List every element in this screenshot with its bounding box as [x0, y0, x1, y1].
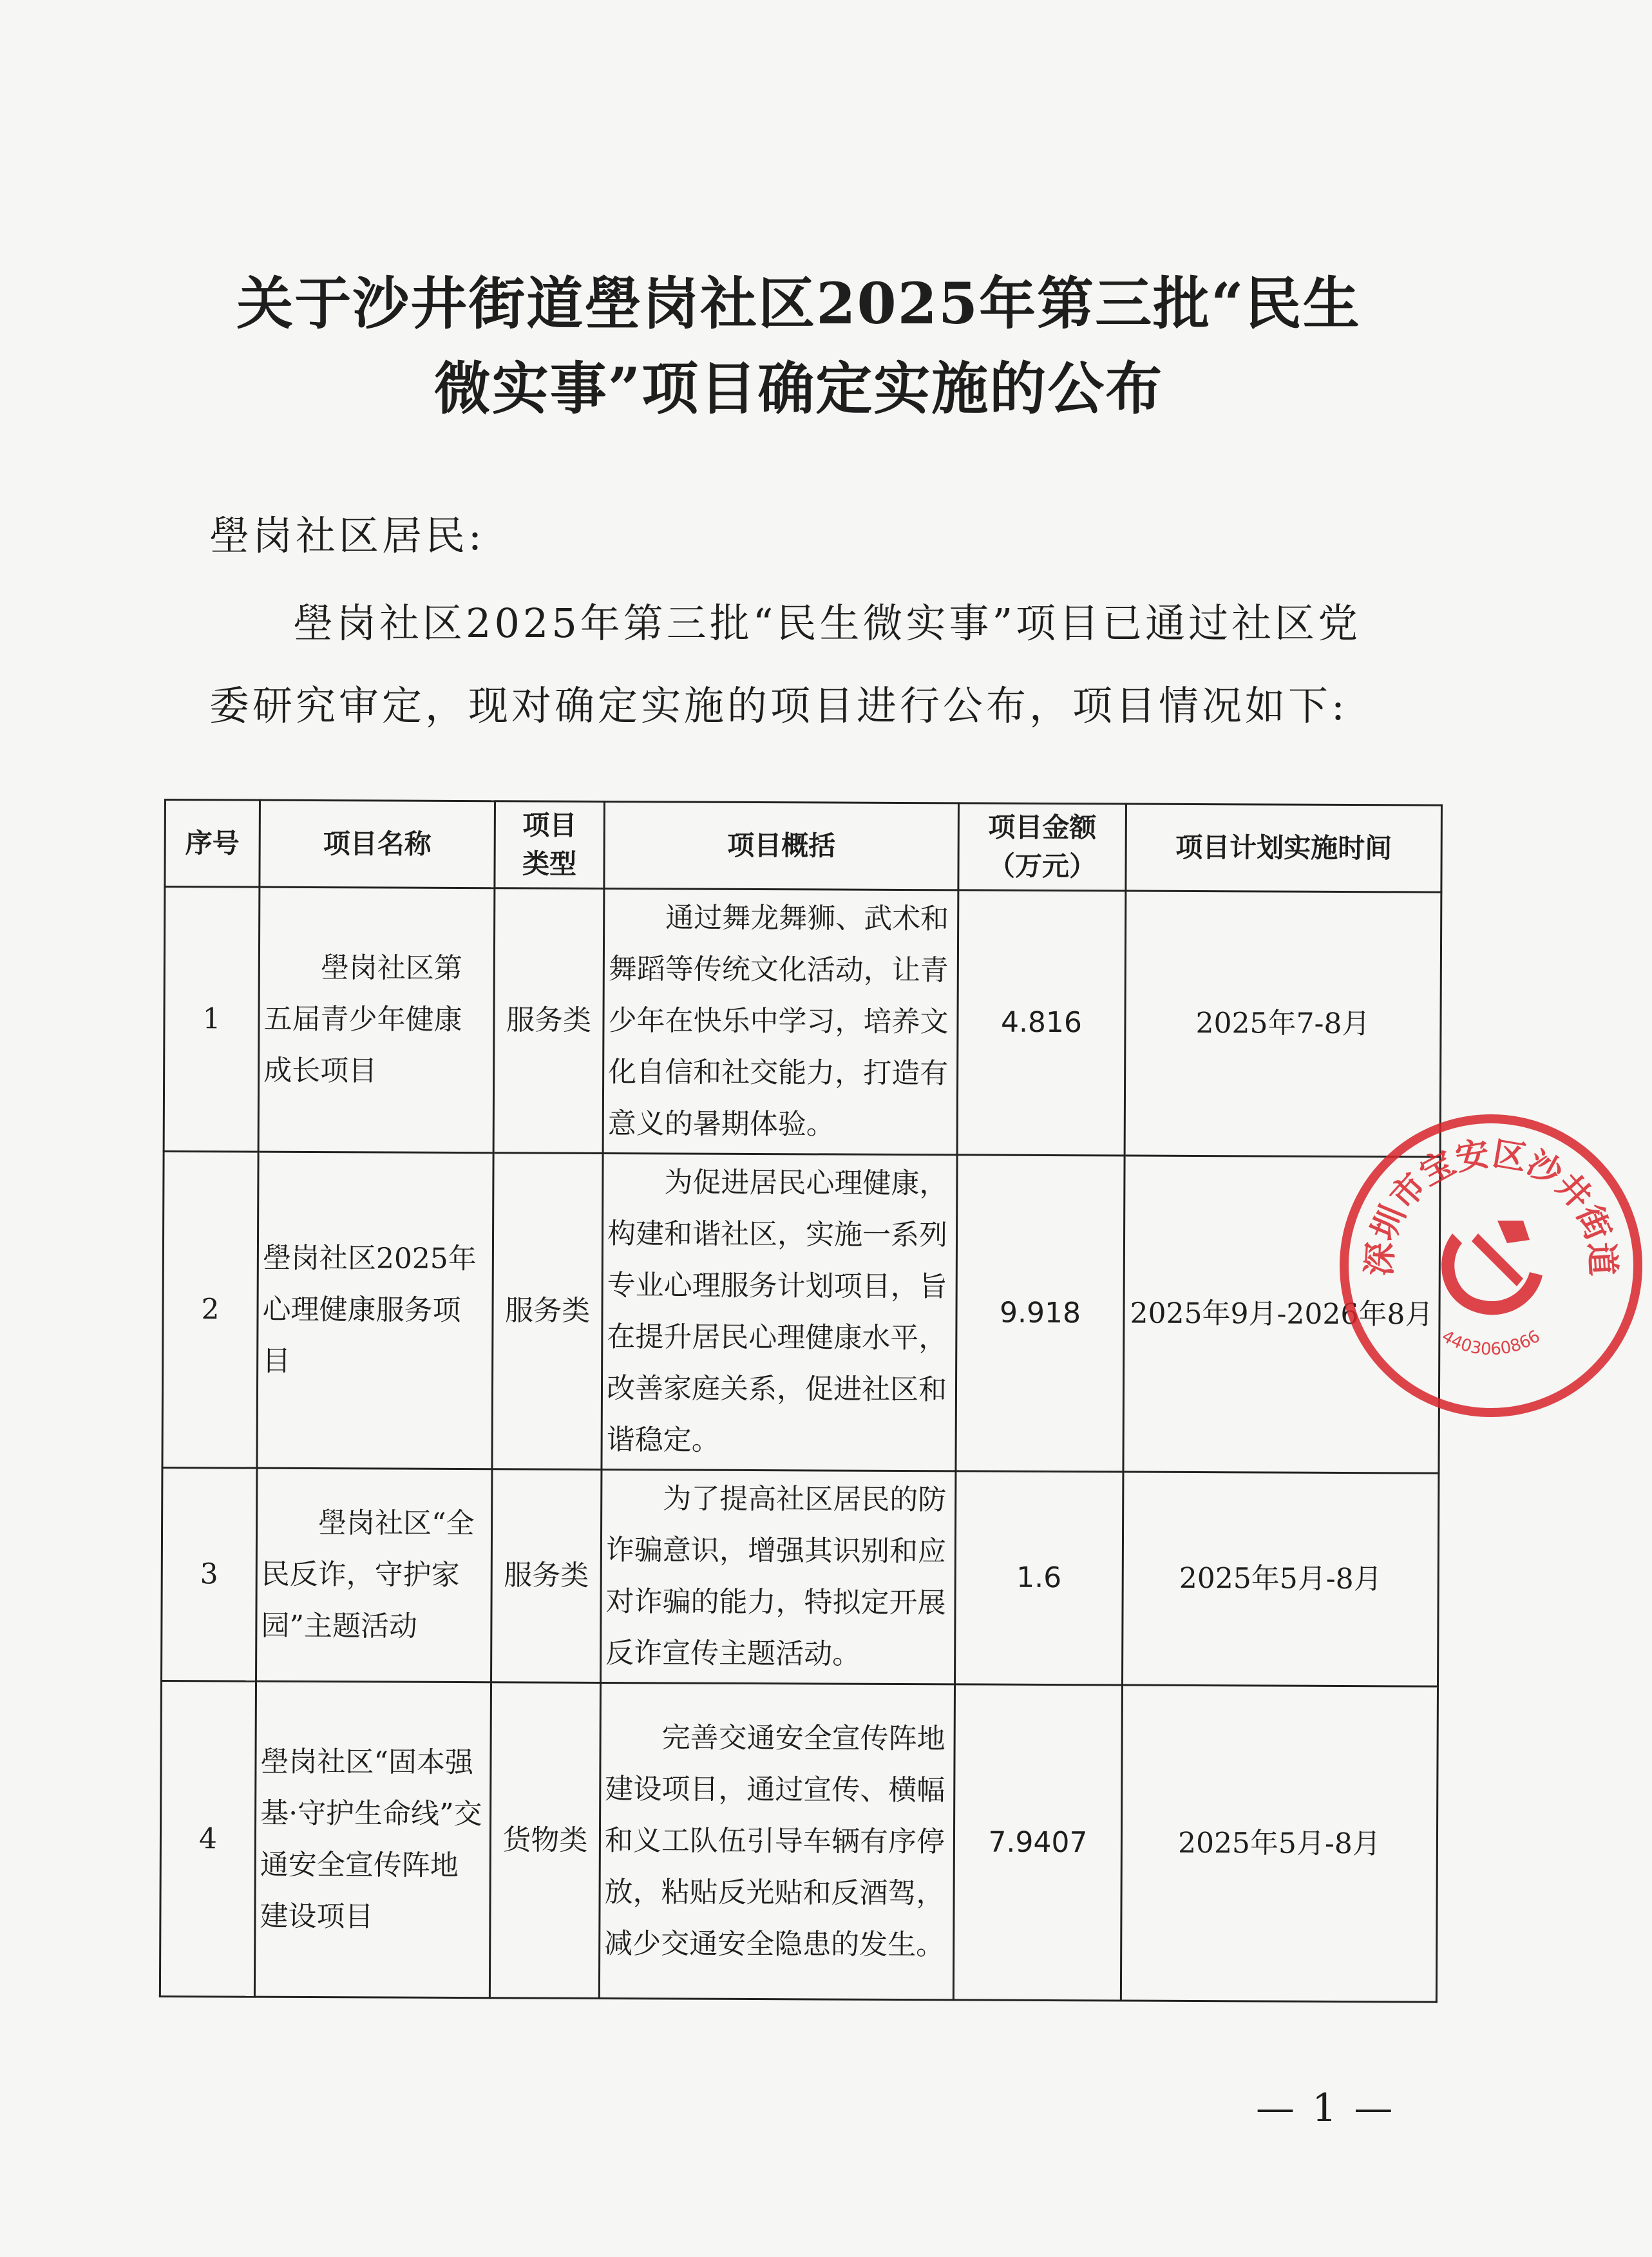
page-number: — 1 —: [1256, 2086, 1396, 2131]
row-3-time: 2025年5月-8月: [1123, 1472, 1439, 1686]
row-3-type: 服务类: [491, 1469, 602, 1683]
body-line-2: 委研究审定，现对确定实施的项目进行公布，项目情况如下:: [209, 682, 1348, 729]
header-type-line-1: 项目: [522, 809, 577, 841]
title-line-2: 微实事”项目确定实施的公布: [433, 355, 1164, 422]
row-2-seq: 2: [162, 1152, 258, 1469]
row-2-amount: 9.918: [956, 1155, 1125, 1472]
table-header-row: [165, 800, 1442, 893]
header-amount: [958, 803, 1126, 891]
row-4-time: 2025年5月-8月: [1121, 1685, 1438, 2002]
official-seal-stamp: [1330, 1105, 1652, 1427]
row-1-seq: 1: [164, 887, 260, 1152]
projects-table: [159, 799, 1443, 2003]
row-3-seq: 3: [162, 1467, 257, 1681]
row-1-name: 壆岗社区第五届青少年健康成长项目: [258, 887, 495, 1153]
row-4-summary: 完善交通安全宣传阵地建设项目，通过宣传、横幅和义工队伍引导车辆有序停放，粘贴反光贴和反酒驾，减少交通安全隐患的发生。: [599, 1682, 954, 1999]
table-row: [162, 1152, 1440, 1474]
header-seq: 序号: [165, 800, 260, 888]
seal-text: 深圳市宝安区沙井街道: [1359, 1134, 1623, 1277]
header-amount-line-2: （万元）: [987, 850, 1097, 882]
row-2-type: 服务类: [492, 1153, 603, 1470]
salutation: 壆岗社区居民:: [209, 512, 485, 559]
row-1-summary: 通过舞龙舞狮、武术和舞蹈等传统文化活动，让青少年在快乐中学习，培养文化自信和社交能力，打造有意义的暑期体验。: [603, 888, 958, 1154]
row-4-seq: 4: [160, 1681, 256, 1997]
header-time: 项目计划实施时间: [1126, 804, 1442, 892]
table-row: [160, 1681, 1438, 2002]
header-type-line-2: 类型: [522, 848, 577, 880]
row-4-name: 壆岗社区“固本强基·守护生命线”交通安全宣传阵地建设项目: [254, 1681, 491, 1998]
header-summary: 项目概括: [604, 801, 959, 890]
row-2-name: 壆岗社区2025年心理健康服务项目: [257, 1152, 493, 1469]
header-amount-line-1: 项目金额: [988, 811, 1097, 844]
table-row: [162, 1467, 1439, 1686]
body-line-1: 壆岗社区2025年第三批“民生微实事”项目已通过社区党: [293, 600, 1362, 647]
row-1-type: 服务类: [493, 888, 604, 1154]
title-line-1: 关于沙井街道壆岗社区2025年第三批“民生: [236, 270, 1361, 337]
row-3-name: 壆岗社区“全民反诈，守护家园”主题活动: [256, 1468, 492, 1682]
row-2-time: 2025年9月-2026年8月: [1123, 1156, 1440, 1473]
table-row: [164, 887, 1441, 1157]
row-4-type: 货物类: [489, 1682, 600, 1999]
seal-number: 4403060866: [1438, 1326, 1544, 1360]
row-1-time: 2025年7-8月: [1125, 891, 1441, 1157]
party-emblem-icon: [1441, 1221, 1543, 1315]
document-title: [129, 261, 1468, 431]
row-2-summary: 为促进居民心理健康，构建和谐社区，实施一系列专业心理服务计划项目，旨在提升居民心理健康水平，改善家庭关系，促进社区和谐稳定。: [602, 1153, 957, 1471]
row-1-amount: 4.816: [957, 890, 1126, 1156]
header-type: [495, 801, 605, 889]
row-3-amount: 1.6: [955, 1471, 1123, 1685]
row-4-amount: 7.9407: [953, 1684, 1122, 2001]
row-3-summary: 为了提高社区居民的防诈骗意识，增强其识别和应对诈骗的能力，特拟定开展反诈宣传主题活动。: [601, 1469, 956, 1684]
header-name: 项目名称: [260, 800, 495, 888]
